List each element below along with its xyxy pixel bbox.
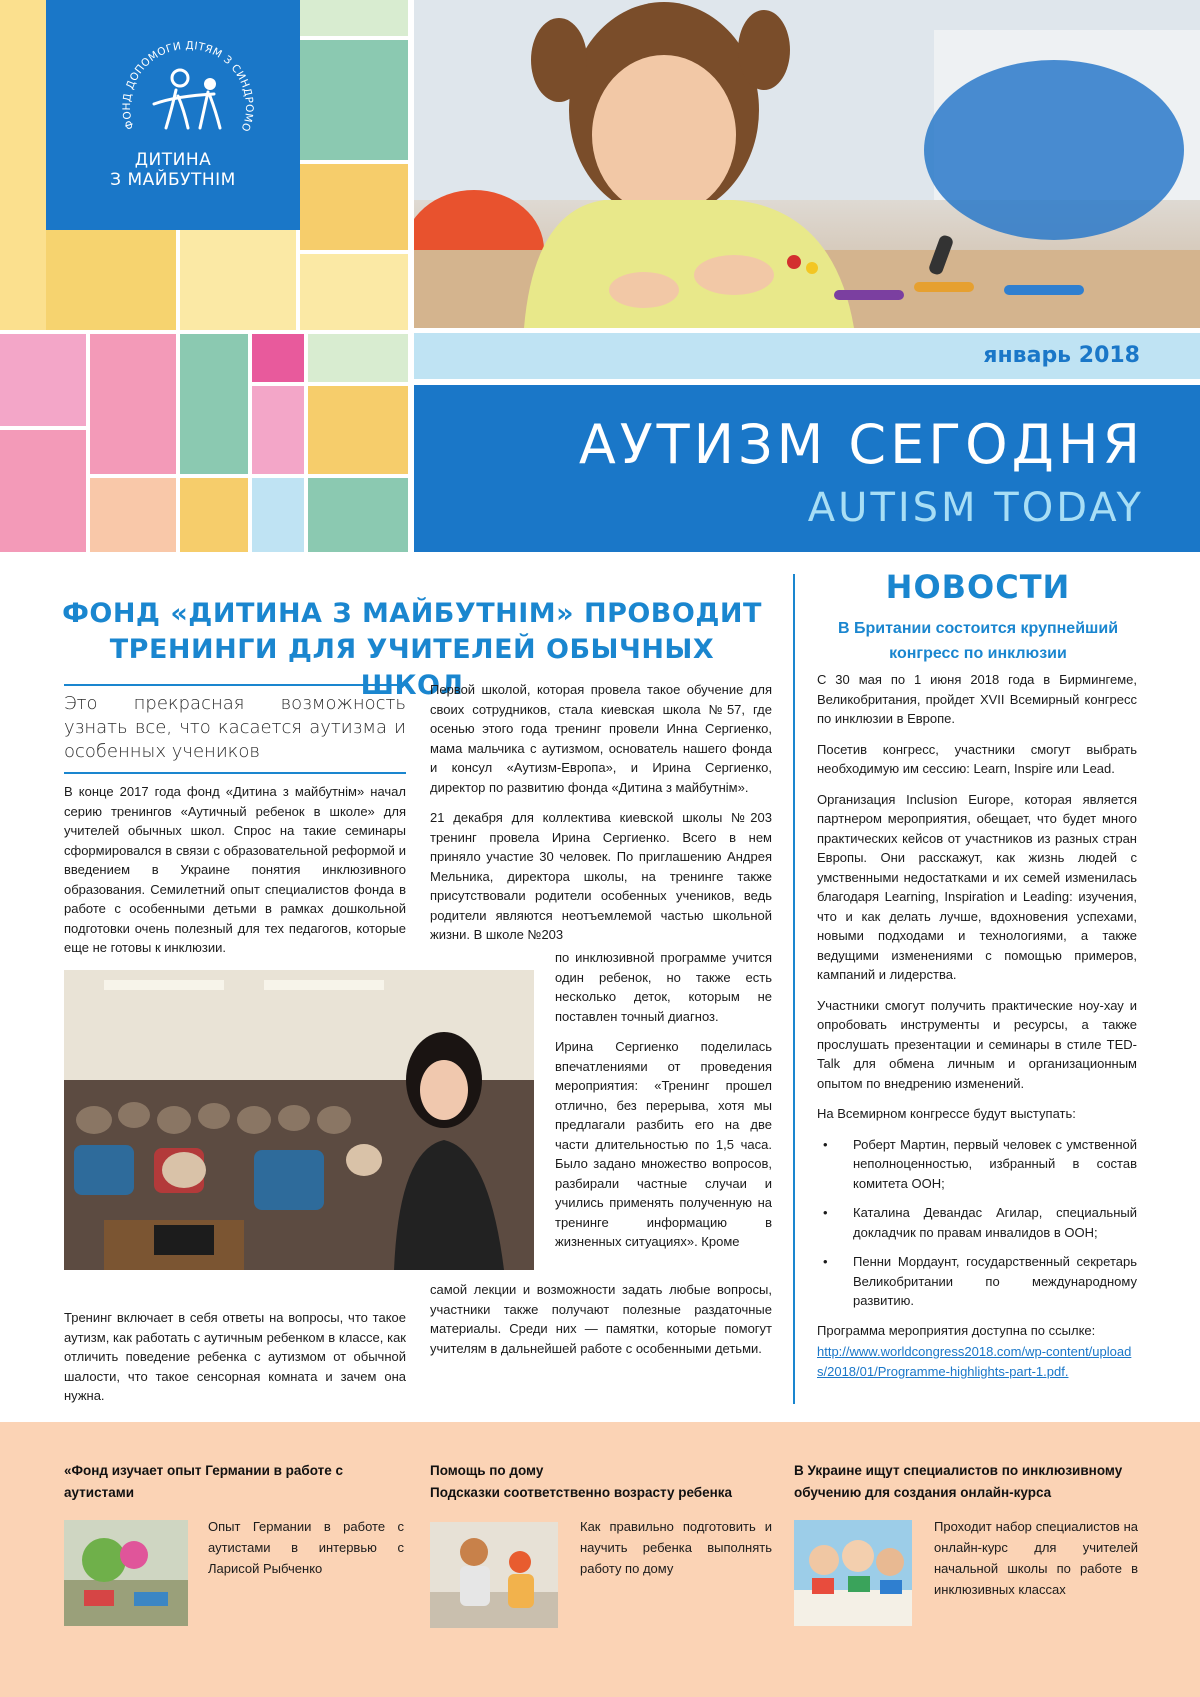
mosaic-tile [308, 478, 408, 552]
article-column-right-bottom [430, 1280, 772, 1369]
mosaic-tile [300, 0, 408, 36]
logo-arc-text: ФОНД ДОПОМОГИ ДІТЯМ З СИНДРОМО [120, 39, 256, 134]
news-paragraph: Посетив конгресс, участники смогут выбрать необходимую им сессию: Learn, Inspire или Lead. [817, 741, 1137, 776]
teaser-title[interactable] [794, 1460, 1139, 1504]
news-subheading-line1: В Британии состоится крупнейший [837, 620, 1119, 637]
teaser-image[interactable] [430, 1522, 558, 1628]
masthead [414, 385, 1200, 552]
program-link[interactable]: http://www.worldcongress2018.com/wp-content/uploads/2018/01/Programme-highlights-part-1.pdf. [817, 1344, 1132, 1379]
teaser-text: Опыт Германии в работе с аутистами в интервью с Ларисой Рыбченко [208, 1519, 404, 1576]
news-heading: НОВОСТИ [885, 568, 1071, 606]
news-paragraph: На Всемирном конгрессе будут выступать: [817, 1106, 1076, 1121]
training-photo [64, 970, 534, 1270]
article-headline-line1: ФОНД «ДИТИНА З МАЙБУТНІМ» ПРОВОДИТ [62, 598, 762, 629]
child-photo [414, 0, 1200, 328]
mosaic-tile [180, 334, 248, 474]
mosaic-tile [252, 478, 304, 552]
article-paragraph: Первой школой, которая провела такое обучение для своих сотрудников, стала киевская школа №57, где осенью этого года тренинг провели Инна Сергиенко, мама мальчика с аутизмом, основатель нашего фонда и консул «Аутизм-Европа», и Ирина Сергиенко, директор по развитию фонда «Дитина з майбутнім». [430, 682, 772, 795]
mosaic-tile [308, 334, 408, 382]
article-paragraph: 21 декабря для коллектива киевской школы №203 тренинг провела Ирина Сергиенко. Всего в нем приняло участие 30 человек. По приглашению Андрея Мельника, директора школы, на тренинге также присутствовали родители особенных учеников, ведь родители являются неотъемлемой частью школьной жизни. В школе №203 [430, 810, 772, 942]
article-paragraph: по инклюзивной программе учится один ребенок, но также есть несколько деток, которым не поставлен точный диагноз. [555, 950, 772, 1024]
teaser-image[interactable] [794, 1520, 912, 1626]
article-headline-line2: ТРЕНИНГИ ДЛЯ УЧИТЕЛЕЙ ОБЫЧНЫХ ШКОЛ [109, 634, 715, 701]
child-playing-illustration [414, 0, 1200, 328]
teaser-text: Как правильно подготовить и научить ребенка выполнять работу по дому [580, 1519, 772, 1576]
news-paragraph: Организация Inclusion Europe, которая является партнером мероприятия, обещает, что будет много практических кейсов от участников из разных стран Европы. Они расскажут, как жизнь людей с умственными недостатками и их семей изменилась благодаря Learning, Inspiration и Leading: изучения, что и как делать лучше, вдохновения успехами, новыми подходами и технологиями, а также ведущими изменениями с помощью примеров, кампаний и лидерства. [817, 791, 1137, 982]
mosaic-tile [0, 334, 86, 426]
news-paragraph: Программа мероприятия доступна по ссылке: [817, 1322, 1096, 1338]
article-paragraph: Тренинг включает в себя ответы на вопросы, что такое аутизм, как работать с аутичным ребенком в классе, как отличить поведение ребенка с аутизмом от обычной шалости, что такое сенсорная комната и зачем она нужна. [64, 1310, 406, 1403]
mosaic-tile [46, 230, 176, 330]
teaser-title-line: Помощь по дому [430, 1463, 544, 1478]
mosaic-tile [180, 478, 248, 552]
news-subheading [808, 616, 1148, 666]
mosaic-tile [300, 254, 408, 330]
mosaic-tile [308, 386, 408, 474]
teaser-title-line: «Фонд изучает опыт Германии в работе с аутистами [64, 1463, 344, 1500]
teaser-text: Проходит набор специалистов на онлайн-курс для учителей начальной школы по работе в инклюзивных классах [934, 1519, 1138, 1597]
news-paragraph: Участники смогут получить практические ноу-хау и опробовать инструменты и ресурсы, а также прослушать презентации и семинары в стиле TED-Talk для обмена личным и организационным опытом по внедрению изменений. [817, 997, 1137, 1091]
teaser-title-line: обучению для создания онлайн-курса [794, 1485, 1052, 1500]
mosaic-tile [90, 478, 176, 552]
teaser-title-line: В Украине ищут специалистов по инклюзивному [794, 1463, 1123, 1478]
article-column-right-narrow [555, 948, 772, 1263]
masthead-title-en: AUTISM TODAY [807, 485, 1144, 531]
footer-teasers [0, 1422, 1200, 1697]
column-divider [793, 574, 795, 1404]
mosaic-tile [252, 386, 304, 474]
news-column [817, 670, 1137, 1381]
article-column-left [64, 782, 406, 969]
logo-name-line1: ДИТИНА [134, 150, 212, 170]
mosaic-tile [300, 40, 408, 160]
speaker-item: • Пенни Мордаунт, государственный секретарь Великобритании по международному развитию. [853, 1252, 1137, 1311]
mosaic-tile [180, 230, 296, 330]
issue-date-band [414, 333, 1200, 379]
housework-thumbnail [430, 1522, 558, 1628]
speaker-item: • Роберт Мартин, первый человек с умственной неполноценностью, избранный в состав комитета ООН; [853, 1135, 1137, 1194]
article-paragraph: Ирина Сергиенко поделилась впечатлениями от проведения мероприятия: «Тренинг прошел отлично, без перерыва, хотя мы предлагали разбить его на две части длительностью по 1,5 часа. Было задано множество вопросов, разбирали частные случаи и учились применять полученную на тренинге информацию в жизненных ситуациях». Кроме [555, 1039, 772, 1249]
article-column-right [430, 680, 772, 956]
students-thumbnail [794, 1520, 912, 1626]
speaker-item: • Каталина Девандас Агилар, специальный докладчик по правам инвалидов в ООН; [853, 1203, 1137, 1242]
article-column-left-bottom [64, 1308, 406, 1417]
teaser-title-line: Подсказки соответственно возрасту ребенка [430, 1485, 733, 1500]
masthead-title-ru: АУТИЗМ СЕГОДНЯ [578, 413, 1144, 476]
article-lede: Это прекрасная возможность узнать все, что касается аутизма и особенных учеников [64, 684, 406, 774]
foundation-logo [46, 0, 300, 230]
logo-name-line2: З МАЙБУТНІМ [110, 170, 236, 190]
sensory-room-thumbnail [64, 1520, 188, 1626]
mosaic-tile [0, 0, 46, 330]
mosaic-tile [252, 334, 304, 382]
news-paragraph: С 30 мая по 1 июня 2018 года в Бирмингеме, Великобритания, пройдет XVII Всемирный конгресс по инклюзии в Европе. [817, 672, 1137, 726]
news-subheading-line2: конгресс по инклюзии [889, 645, 1067, 662]
article-paragraph: В конце 2017 года фонд «Дитина з майбутнім» начал серию тренингов «Аутичный ребенок в школе» для учителей обычных школ. Спрос на такие семинары сформировался в связи с образовательной реформой и введением в Украине понятия инклюзивного образования. Семилетний опыт специалистов фонда в работе с особенными детьми в рамках дошкольной подготовки очень полезный для тех педагогов, которые еще не готовы к инклюзии. [64, 784, 406, 955]
teaser-title[interactable] [64, 1460, 404, 1504]
article-paragraph: самой лекции и возможности задать любые вопросы, участники также получают полезные раздаточные материалы. Среди них — памятки, которые помогут учителям в дальнейшей работе с особенными детьми. [430, 1282, 772, 1356]
teaser-image[interactable] [64, 1520, 188, 1626]
training-hall-illustration [64, 970, 534, 1270]
mosaic-tile [300, 164, 408, 250]
teaser-title[interactable] [430, 1460, 770, 1504]
mosaic-tile [0, 430, 86, 552]
speakers-list [817, 1135, 1137, 1311]
issue-date: январь 2018 [983, 343, 1140, 368]
mosaic-tile [90, 334, 176, 474]
